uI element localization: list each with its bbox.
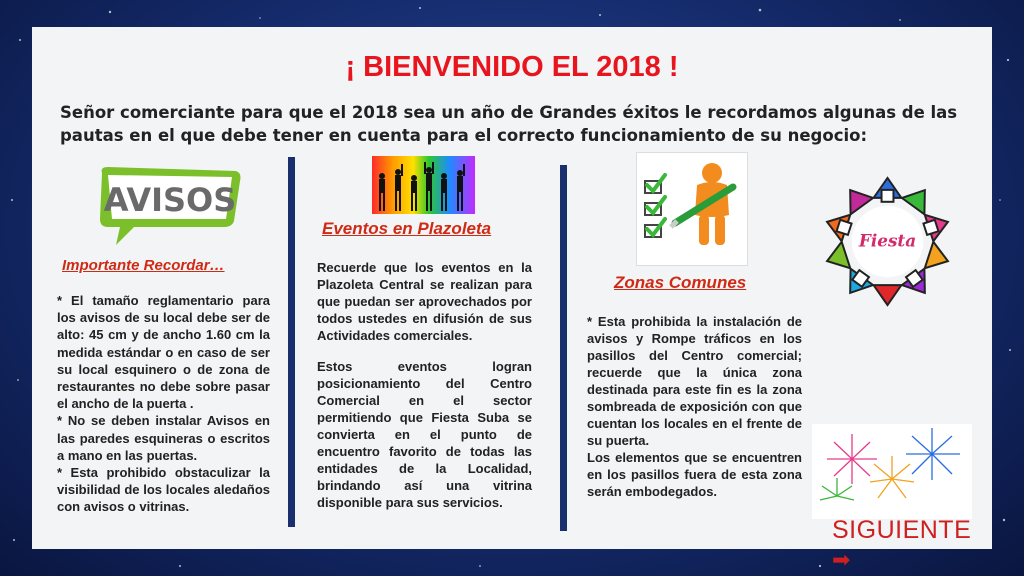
fiesta-logo-text: Fiesta: [858, 230, 917, 251]
content-panel: [32, 27, 992, 572]
page-title: ¡ BIENVENIDO EL 2018 !: [345, 51, 679, 83]
fiesta-suba-logo: [820, 174, 955, 309]
eventos-paragraph: Recuerde que los eventos en la Plazoleta Central se realizan para que puedan ser aprovechados por todos ustedes en difusión de sus Actividades comerciales.: [317, 260, 532, 343]
avisos-logo: [94, 165, 244, 247]
fireworks-image: [812, 424, 972, 519]
eventos-paragraph: Estos eventos logran posicionamiento del Centro Comercial en el sector permitiendo que Fiesta Suba se convierta en el punto de encuentro favorito de todas las entidades de la Localidad, brindando así una vitrina disponible para sus servicios.: [317, 359, 532, 510]
avisos-paragraph: * Esta prohibido obstaculizar la visibilidad de los locales aledaños con avisos o vitrinas.: [57, 465, 270, 515]
arrow-right-icon: ➡: [832, 547, 851, 572]
avisos-paragraph: * No se deben instalar Avisos en las paredes esquineras o escritos a mano en las puertas.: [57, 413, 270, 463]
zonas-text: [587, 313, 802, 500]
avisos-logo-text: AVISOS: [103, 181, 237, 219]
avisos-text: [57, 292, 270, 516]
column-divider: [288, 157, 295, 527]
checklist-image: [636, 152, 748, 266]
zonas-paragraph: * Esta prohibida la instalación de avisos y Rompe tráficos en los pasillos del Centro comercial; recuerde que la única zona destinada para este fin es la zona sombreada de exposición con que cuentan los locales en el frente de su puerta.: [587, 314, 802, 448]
party-crowd-image: [372, 156, 475, 214]
eventos-text: [317, 259, 532, 525]
next-button[interactable]: [832, 516, 992, 574]
avisos-heading: Importante Recordar…: [62, 257, 225, 274]
zonas-heading: Zonas Comunes: [614, 273, 747, 292]
column-divider: [560, 165, 567, 531]
eventos-heading: Eventos en Plazoleta: [322, 219, 492, 238]
avisos-paragraph: * El tamaño reglamentario para los avisos de su local debe ser de alto: 45 cm y de ancho 1.60 cm la medida estándar o en caso de ser su local esquinero o de zona de restaurantes no debe sobre pasar el ancho de la puerta .: [57, 293, 270, 412]
intro-text: Señor comerciante para que el 2018 sea un año de Grandes éxitos le recordamos algunas de las pautas en el que debe tener en cuenta para el correcto funcionamiento de su negocio:: [60, 103, 958, 145]
next-button-label: SIGUIENTE: [832, 516, 972, 544]
zonas-paragraph: Los elementos que se encuentren en los pasillos fuera de esta zona serán embodegados.: [587, 450, 802, 499]
